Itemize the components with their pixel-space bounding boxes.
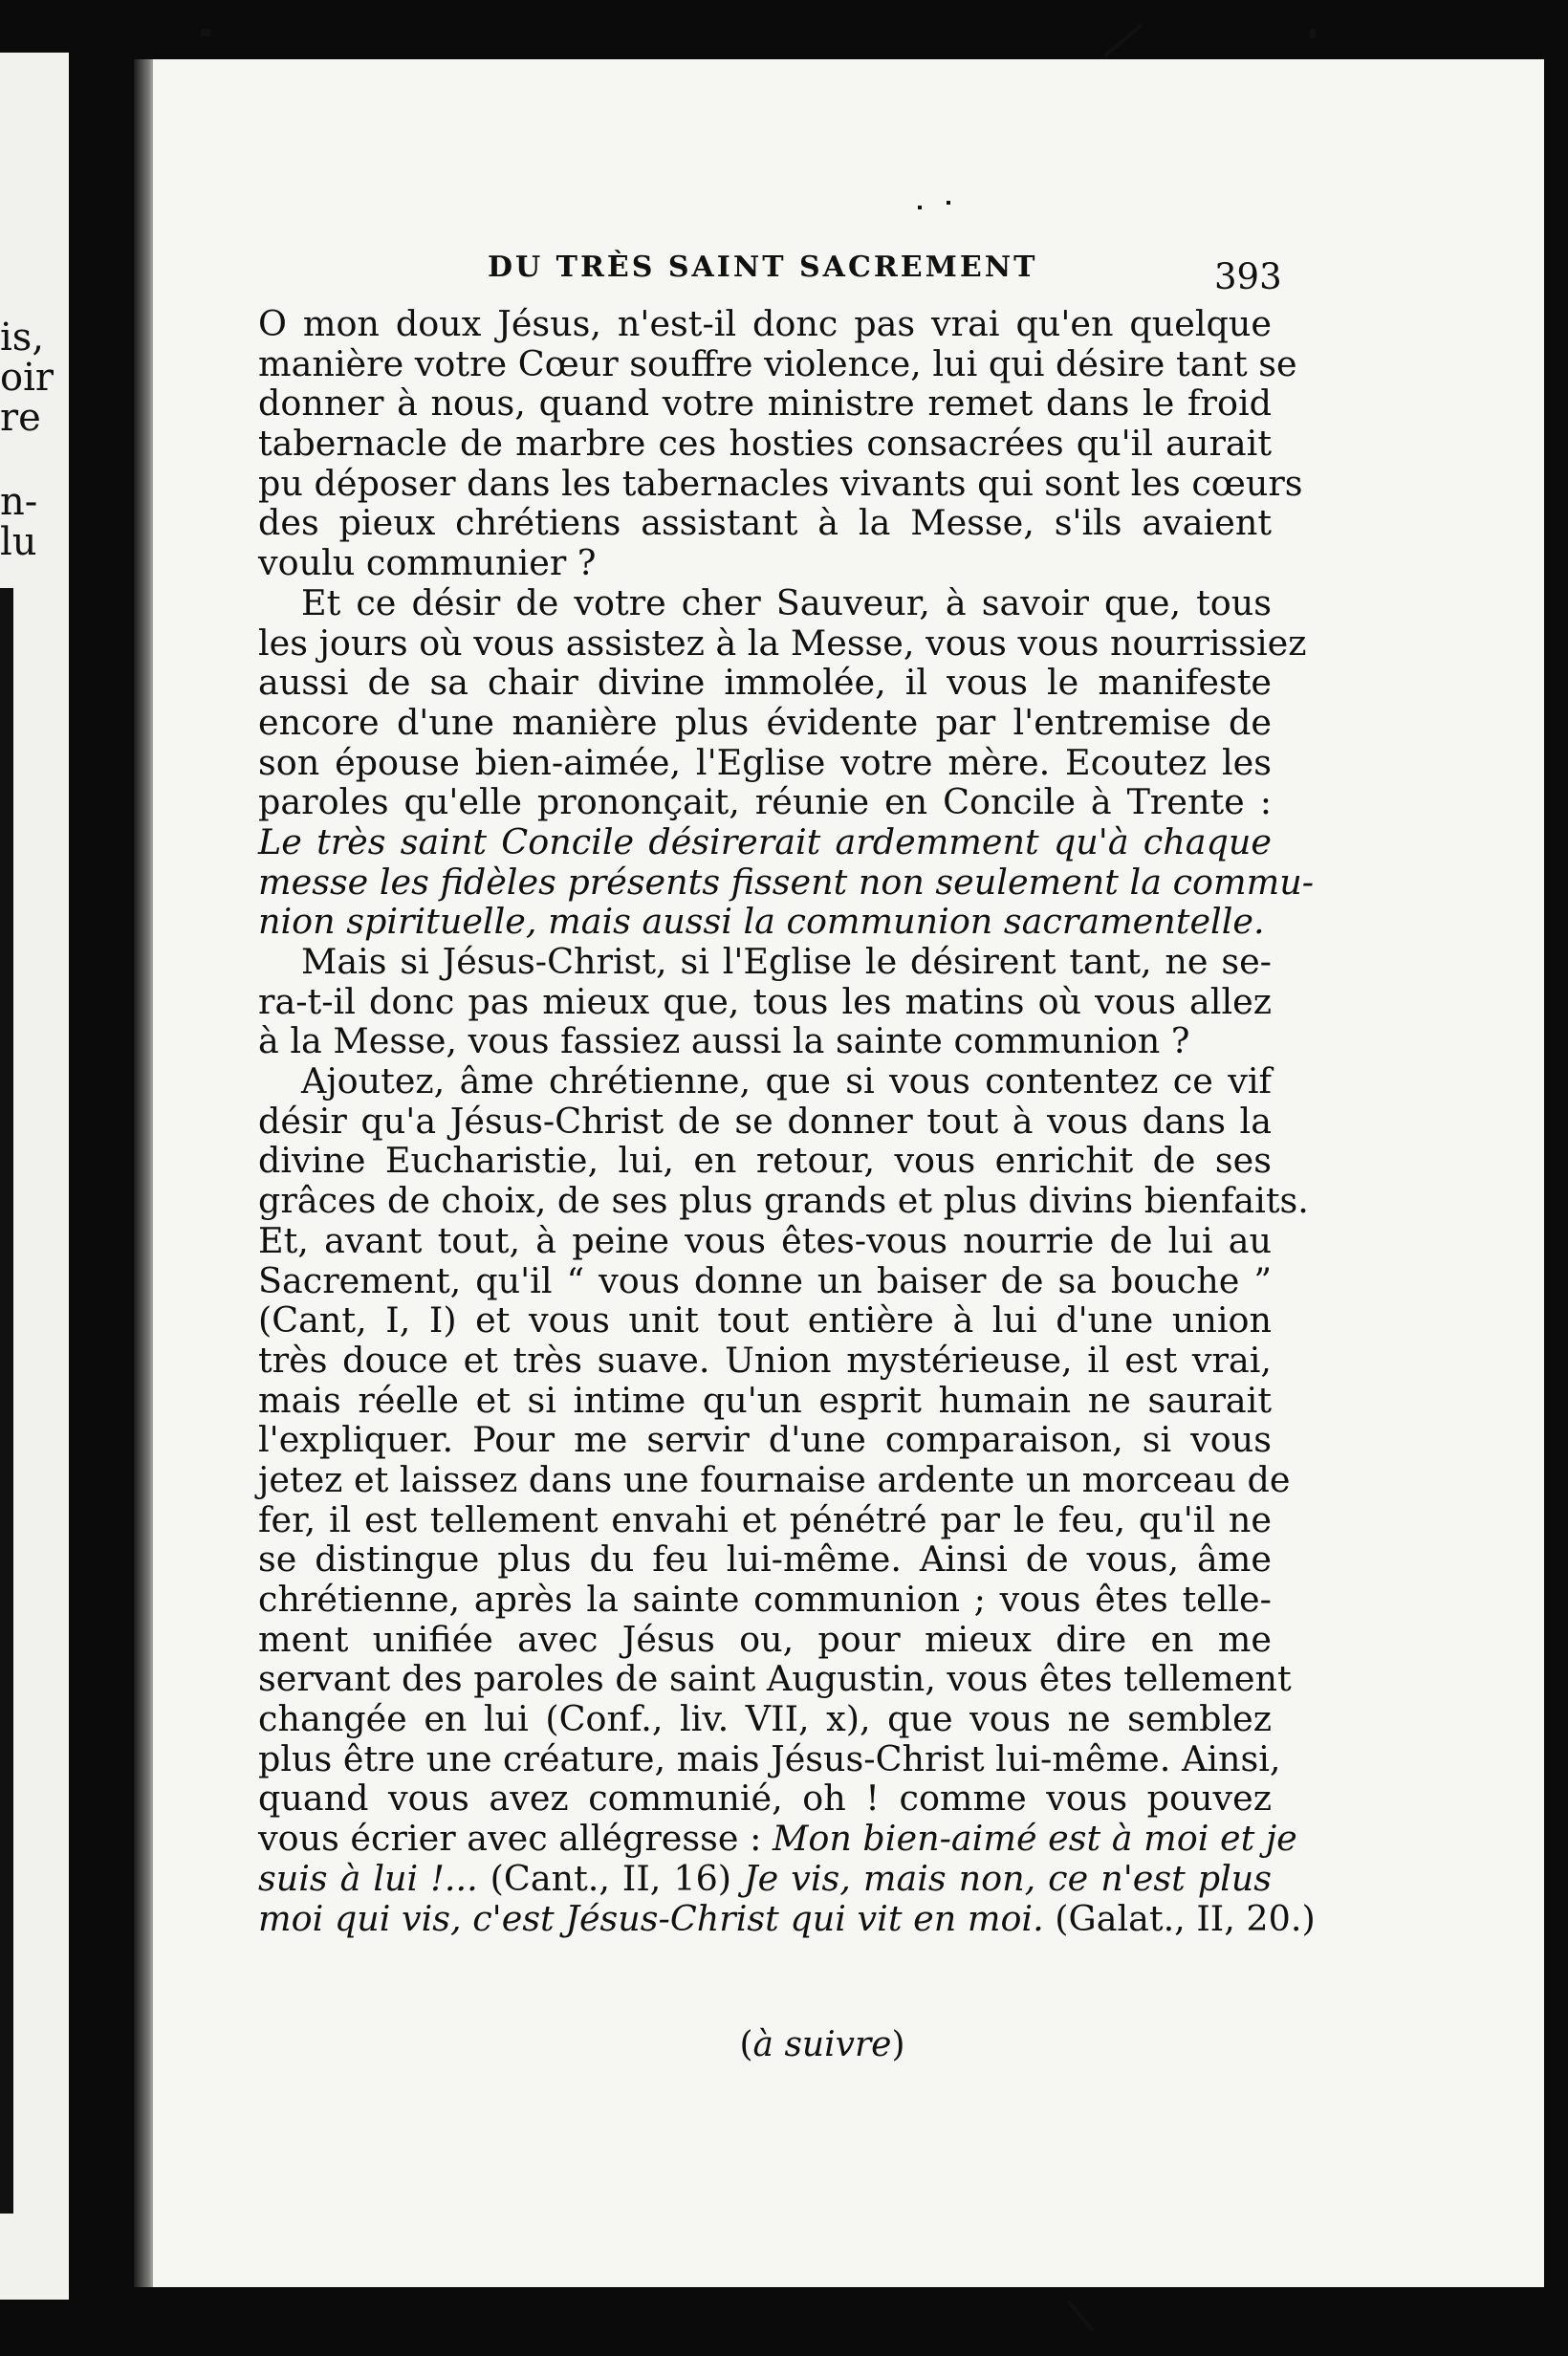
text-line: l'expliquer. Pour me servir d'une comparaison, si vous xyxy=(258,1419,1272,1461)
quote-segment: moi qui vis, c'est Jésus-Christ qui vit en moi. xyxy=(258,1897,1044,1939)
text-line: les jours où vous assistez à la Messe, vous vous nourrissiez xyxy=(258,622,1307,664)
quote-segment: suis à lui !... xyxy=(258,1857,478,1899)
left-page-shadow xyxy=(0,588,13,2214)
citation-segment: (Cant., II, 16) xyxy=(477,1857,745,1899)
body-text xyxy=(258,303,1316,1939)
text-line xyxy=(258,1859,1272,1899)
text-line: divine Eucharistie, lui, en retour, vous enrichit de ses xyxy=(258,1140,1272,1182)
text-line: quand vous avez communié, oh ! comme vous pouvez xyxy=(258,1778,1272,1820)
closing-text: à suivre xyxy=(752,2025,892,2064)
closing-paren: ) xyxy=(891,2025,905,2064)
text-line: pu déposer dans les tabernacles vivants qui sont les cœurs xyxy=(258,462,1303,504)
running-head: DU TRÈS SAINT SACREMENT xyxy=(488,251,1038,284)
left-page-text: re xyxy=(0,396,41,440)
text-line: voulu communier ? xyxy=(258,542,597,584)
text-line: Ajoutez, âme chrétienne, que si vous contentez ce vif xyxy=(301,1060,1272,1102)
text-line: plus être une créature, mais Jésus-Christ lui-même. Ainsi, xyxy=(258,1737,1281,1779)
closing-paren: ( xyxy=(739,2025,753,2064)
text-line: Mais si Jésus-Christ, si l'Eglise le désirent tant, ne se- xyxy=(301,941,1272,982)
scan-speck xyxy=(947,201,950,205)
text-line: changée en lui (Conf., liv. VII, x), que vous ne semblez xyxy=(258,1698,1272,1740)
page-number: 393 xyxy=(1214,256,1282,297)
text-line: aussi de sa chair divine immolée, il vous le manifeste xyxy=(258,662,1272,704)
text-line: fer, il est tellement envahi et pénétré par le feu, qu'il ne xyxy=(258,1498,1272,1540)
text-line: donner à nous, quand votre ministre remet dans le froid xyxy=(258,382,1272,425)
quote-segment: Je vis, mais non, ce n'est plus xyxy=(744,1857,1272,1899)
left-page-text: is, xyxy=(0,316,45,360)
quote-segment: Mon bien-aimé est à moi et je xyxy=(772,1818,1297,1860)
scan-speck xyxy=(1067,2300,1095,2331)
scan-speck xyxy=(1310,29,1316,38)
text-line: Sacrement, qu'il “ vous donne un baiser de sa bouche ” xyxy=(258,1259,1272,1301)
scan-speck xyxy=(1104,23,1143,56)
left-page-fragment xyxy=(0,53,69,2300)
text-line: désir qu'a Jésus-Christ de se donner tout à vous dans la xyxy=(258,1100,1272,1142)
text-line: tabernacle de marbre ces hosties consacrées qu'il aurait xyxy=(258,423,1272,465)
text-line: très douce et très suave. Union mystérieuse, il est vrai, xyxy=(258,1339,1272,1381)
text-line: jetez et laissez dans une fournaise ardente un morceau de xyxy=(258,1458,1291,1500)
text-line: encore d'une manière plus évidente par l'entremise de xyxy=(258,701,1272,743)
scan-speck xyxy=(201,29,210,36)
left-page-text: n- xyxy=(0,480,38,524)
text-line xyxy=(258,1897,1316,1939)
text-line: son épouse bien-aimée, l'Eglise votre mère. Ecoutez les xyxy=(258,741,1272,783)
text-line: se distingue plus du feu lui-même. Ainsi de vous, âme xyxy=(258,1538,1272,1581)
text-line: O mon doux Jésus, n'est-il donc pas vrai qu'en quelque xyxy=(258,303,1272,344)
quote-line: messe les fidèles présents fissent non seulement la commu- xyxy=(258,861,1315,903)
text-line: grâces de choix, de ses plus grands et plus divins bienfaits. xyxy=(258,1180,1309,1222)
text-line: mais réelle et si intime qu'un esprit humain ne saurait xyxy=(258,1379,1272,1421)
text-line: Et ce désir de votre cher Sauveur, à savoir que, tous xyxy=(301,581,1272,623)
scan-speck xyxy=(918,206,922,209)
text-line: servant des paroles de saint Augustin, vous êtes tellement xyxy=(258,1658,1292,1700)
citation-segment: (Galat., II, 20.) xyxy=(1043,1897,1316,1939)
text-line: à la Messe, vous fassiez aussi la sainte communion ? xyxy=(258,1020,1190,1062)
text-line: (Cant, I, I) et vous unit tout entière à lui d'une union xyxy=(258,1299,1272,1342)
to-be-continued xyxy=(0,2025,1568,2064)
text-line: paroles qu'elle prononçait, réunie en Concile à Trente : xyxy=(258,781,1272,823)
text-line: chrétienne, après la sainte communion ; vous êtes telle- xyxy=(258,1579,1272,1620)
quote-line: nion spirituelle, mais aussi la communion sacramentelle. xyxy=(258,901,1265,943)
text-line: des pieux chrétiens assistant à la Messe, s'ils avaient xyxy=(258,502,1272,544)
text-line: manière votre Cœur souffre violence, lui qui désire tant se xyxy=(258,342,1297,384)
text-segment: vous écrier avec allégresse : xyxy=(258,1818,773,1860)
quote-line: Le très saint Concile désirerait ardemment qu'à chaque xyxy=(258,820,1272,862)
text-line: ra-t-il donc pas mieux que, tous les matins où vous allez xyxy=(258,980,1272,1022)
text-line: Et, avant tout, à peine vous êtes-vous nourrie de lui au xyxy=(258,1219,1272,1261)
text-line: ment unifiée avec Jésus ou, pour mieux dire en me xyxy=(258,1618,1272,1660)
left-page-text: lu xyxy=(0,520,37,564)
left-page-text: oir xyxy=(0,356,54,400)
text-line xyxy=(258,1818,1297,1860)
